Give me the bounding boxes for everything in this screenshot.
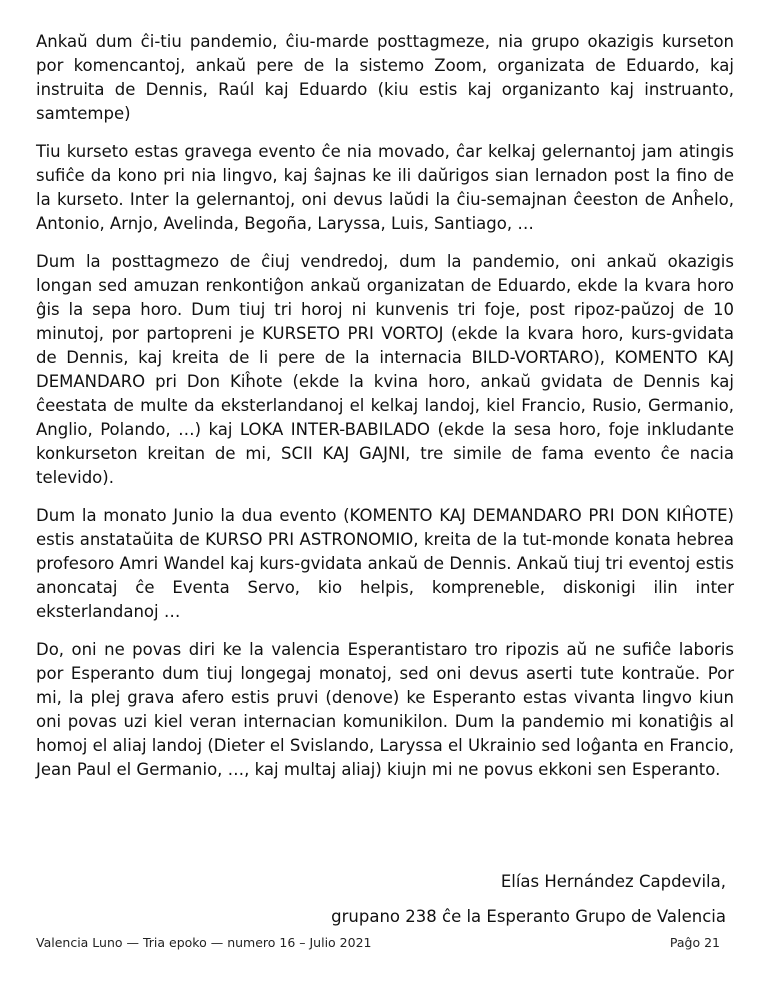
paragraph: Ankaŭ dum ĉi-tiu pandemio, ĉiu-marde posttagmeze, nia grupo okazigis kurseton por komencantoj, ankaŭ pere de la sistemo Zoom, organizata de Eduardo, kaj instruita de Dennis, Raúl kaj Eduardo (kiu estis kaj organizanto kaj instruanto, samtempe) bbox=[36, 32, 734, 123]
page-number: Paĝo 21 bbox=[669, 935, 720, 950]
paragraph: Do, oni ne povas diri ke la valencia Esperantistaro tro ripozis aŭ ne sufiĉe laboris por Esperanto dum tiuj longegaj monatoj, sed oni devus aserti tute kontraŭe. Por mi, la plej grava afero estis pruvi (denove) ke Esperanto estas vivanta lingvo kiun oni povas uzi kiel veran internacian komunikilon. Dum la pandemio mi konatiĝis al homoj el aliaj landoj (Dieter el Svislando, Laryssa el Ukrainio sed loĝanta en Francio, Jean Paul el Germanio, …, kaj multaj aliaj) kiujn mi ne povus ekkoni sen Esperanto. bbox=[36, 640, 734, 779]
author-affiliation: grupano 238 ĉe la Esperanto Grupo de Valencia bbox=[331, 907, 726, 926]
article-body bbox=[36, 30, 734, 796]
page-footer bbox=[36, 935, 720, 950]
signature-block bbox=[331, 870, 726, 929]
paragraph: Tiu kurseto estas gravega evento ĉe nia movado, ĉar kelkaj gelernantoj jam atingis sufiĉe da kono pri nia lingvo, kaj ŝajnas ke ili daŭrigos sian lernadon post la fino de la kurseto. Inter la gelernantoj, oni devus laŭdi la ĉiu-semajnan ĉeeston de Anĥelo, Antonio, Arnjo, Avelinda, Begoña, Laryssa, Luis, Santiago, … bbox=[36, 142, 734, 233]
publication-info: Valencia Luno — Tria epoko — numero 16 – Julio 2021 bbox=[36, 935, 372, 950]
author-name: Elías Hernández Capdevila, bbox=[500, 872, 726, 891]
paragraph: Dum la posttagmezo de ĉiuj vendredoj, dum la pandemio, oni ankaŭ okazigis longan sed amuzan renkontiĝon ankaŭ organizatan de Eduardo, ekde la kvara horo ĝis la sepa horo. Dum tiuj tri horoj ni kunvenis tri foje, post ripoz-paŭzoj de 10 minutoj, por partopreni je KURSETO PRI VORTOJ (ekde la kvara horo, kurs-gvidata de Dennis, kaj kreita de li pere de la internacia BILD-VORTARO), KOMENTO KAJ DEMANDARO pri Don Kiĥote (ekde la kvina horo, ankaŭ gvidata de Dennis kaj ĉeestata de multe da eksterlandanoj el kelkaj landoj, kiel Francio, Rusio, Germanio, Anglio, Polando, …) kaj LOKA INTER-BABILADO (ekde la sesa horo, foje inkludante konkurseton kreitan de mi, SCII KAJ GAJNI, tre simile de fama evento ĉe nacia televido). bbox=[36, 252, 734, 487]
paragraph: Dum la monato Junio la dua evento (KOMENTO KAJ DEMANDARO PRI DON KIĤOTE) estis anstataŭita de KURSO PRI ASTRONOMIO, kreita de la tut-monde konata hebrea profesoro Amri Wandel kaj kurs-gvidata ankaŭ de Dennis. Ankaŭ tiuj tri eventoj estis anoncataj ĉe Eventa Servo, kio helpis, kompreneble, diskonigi ilin inter eksterlandanoj … bbox=[36, 506, 734, 621]
